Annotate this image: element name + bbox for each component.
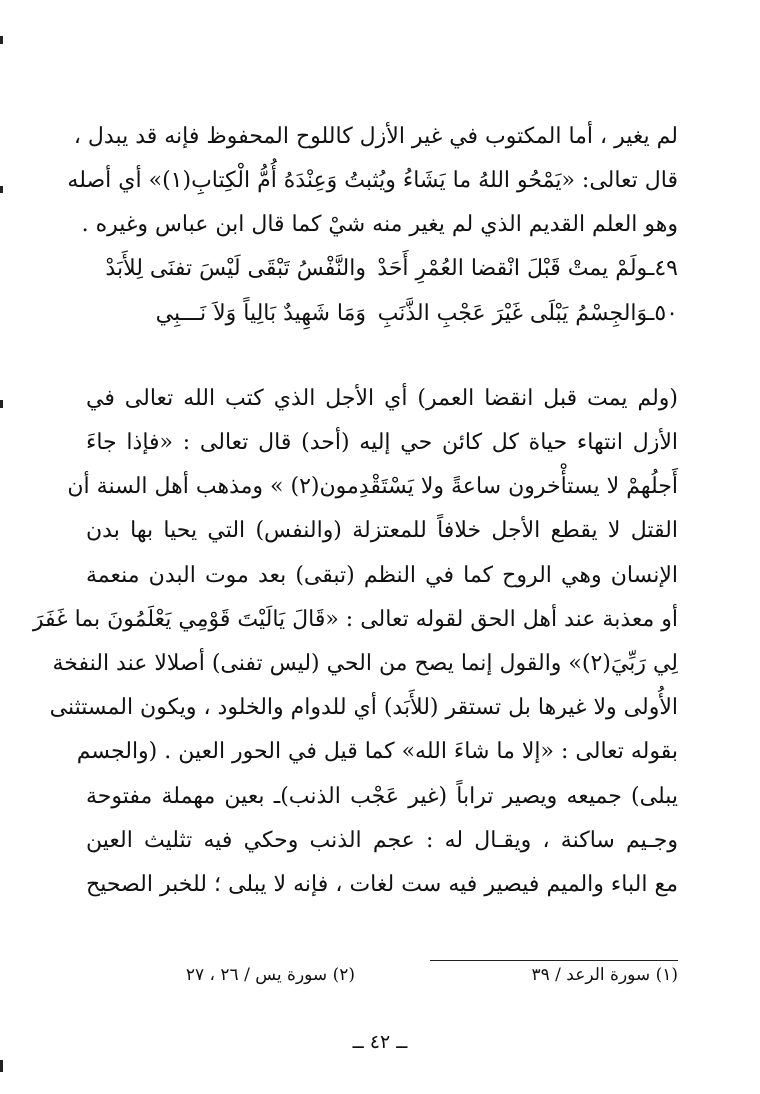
text-line: يبلى) جميعه ويصير تراباً (غير عَجْب الذنب)ـ بعين مهملة مفتوحة (86, 784, 678, 809)
text-line: وجـيم ساكنة ، ويقـال له : عجم الذنب وحكي فيه تثليث العين (86, 828, 678, 853)
text-line: أو معذبة عند أهل الحق لقوله تعالى : «قَالَ يَالَيْتَ قَوْمِي يَعْلَمُونَ بما غَفَرَ (32, 607, 678, 632)
text-line: مع الباء والميم فيصير فيه ست لغات ، فإنه لا يبلى ؛ للخبر الصحيح (86, 872, 678, 897)
text-line: (ولم يمت قبل انقضا العمر) أي الأجل الذي كتب الله تعالى في (86, 386, 678, 411)
scan-edge-mark (0, 186, 3, 193)
verse-line (86, 297, 678, 331)
text-line: وهو العلم القديم الذي لم يغير منه شيْ كما قال ابن عباس وغيره . (81, 212, 678, 237)
footnote-divider (430, 960, 678, 961)
verse-second-hemistich: والنَّفْسُ تَبْقَى لَيْسَ تفنَى لِلأَبَدْ (105, 256, 366, 281)
verse-first-hemistich: ٤٩ـولَمْ يمتْ قَبْلَ انْقضا العُمْرِ أَحَدْ (377, 256, 678, 281)
footnote-2: (٢) سورة يس / ٢٦ ، ٢٧ (185, 965, 355, 985)
verse-line (86, 252, 678, 286)
verse-first-hemistich: ٥٠ـوَالجِسْمُ يَبْلَى غَيْرَ عَجْبِ الذَّنَبِ (377, 301, 678, 326)
footnote-1: (١) سورة الرعد / ٣٩ (531, 965, 678, 985)
text-line: بقوله تعالى : «إلا ما شاءَ الله» كما قيل في الحور العين . (والجسم (76, 739, 678, 764)
scan-edge-mark (0, 1060, 3, 1072)
scan-edge-mark (0, 400, 3, 408)
text-line: لم يغير ، أما المكتوب في غير الأزل كاللوح المحفوظ فإنه قد يبدل ، (73, 124, 678, 149)
text-line: قال تعالى: «يَمْحُو اللهُ ما يَشَاءُ ويُثبتُ وَعِنْدَهُ أُمُّ الْكِتابِ(١)» أي أصله (67, 168, 678, 193)
scan-edge-mark (0, 36, 3, 44)
text-line: لِي رَبِّيَ(٢)» والقول إنما يصح من الحي (ليس تفنى) أصلالا عند النفخة (52, 651, 678, 676)
verse-second-hemistich: وَمَا شَهِيدٌ بَالِياً وَلاَ نَـــبِي (155, 301, 366, 326)
page-number: ــ ٤٢ ــ (352, 1031, 408, 1053)
text-line: الإنسان وهي الروح كما في النظم (تبقى) بعد موت البدن منعمة (86, 563, 678, 588)
text-line: الأزل انتهاء حياة كل كائن حي إليه (أحد) قال تعالى : «فإذا جاءَ (86, 430, 678, 455)
text-line: القتل لا يقطع الأجل خلافاً للمعتزلة (والنفس) التي يحيا بها بدن (86, 518, 678, 543)
text-line: الأُولى ولا غيرها بل تستقر (للأَبَد) أي للدوام والخلود ، ويكون المستثنى (49, 695, 678, 720)
text-line: أَجلُهمْ لا يستأْخرون ساعةً ولا يَسْتَقْدِمون(٢) » ومذهب أهل السنة أن (67, 474, 678, 499)
